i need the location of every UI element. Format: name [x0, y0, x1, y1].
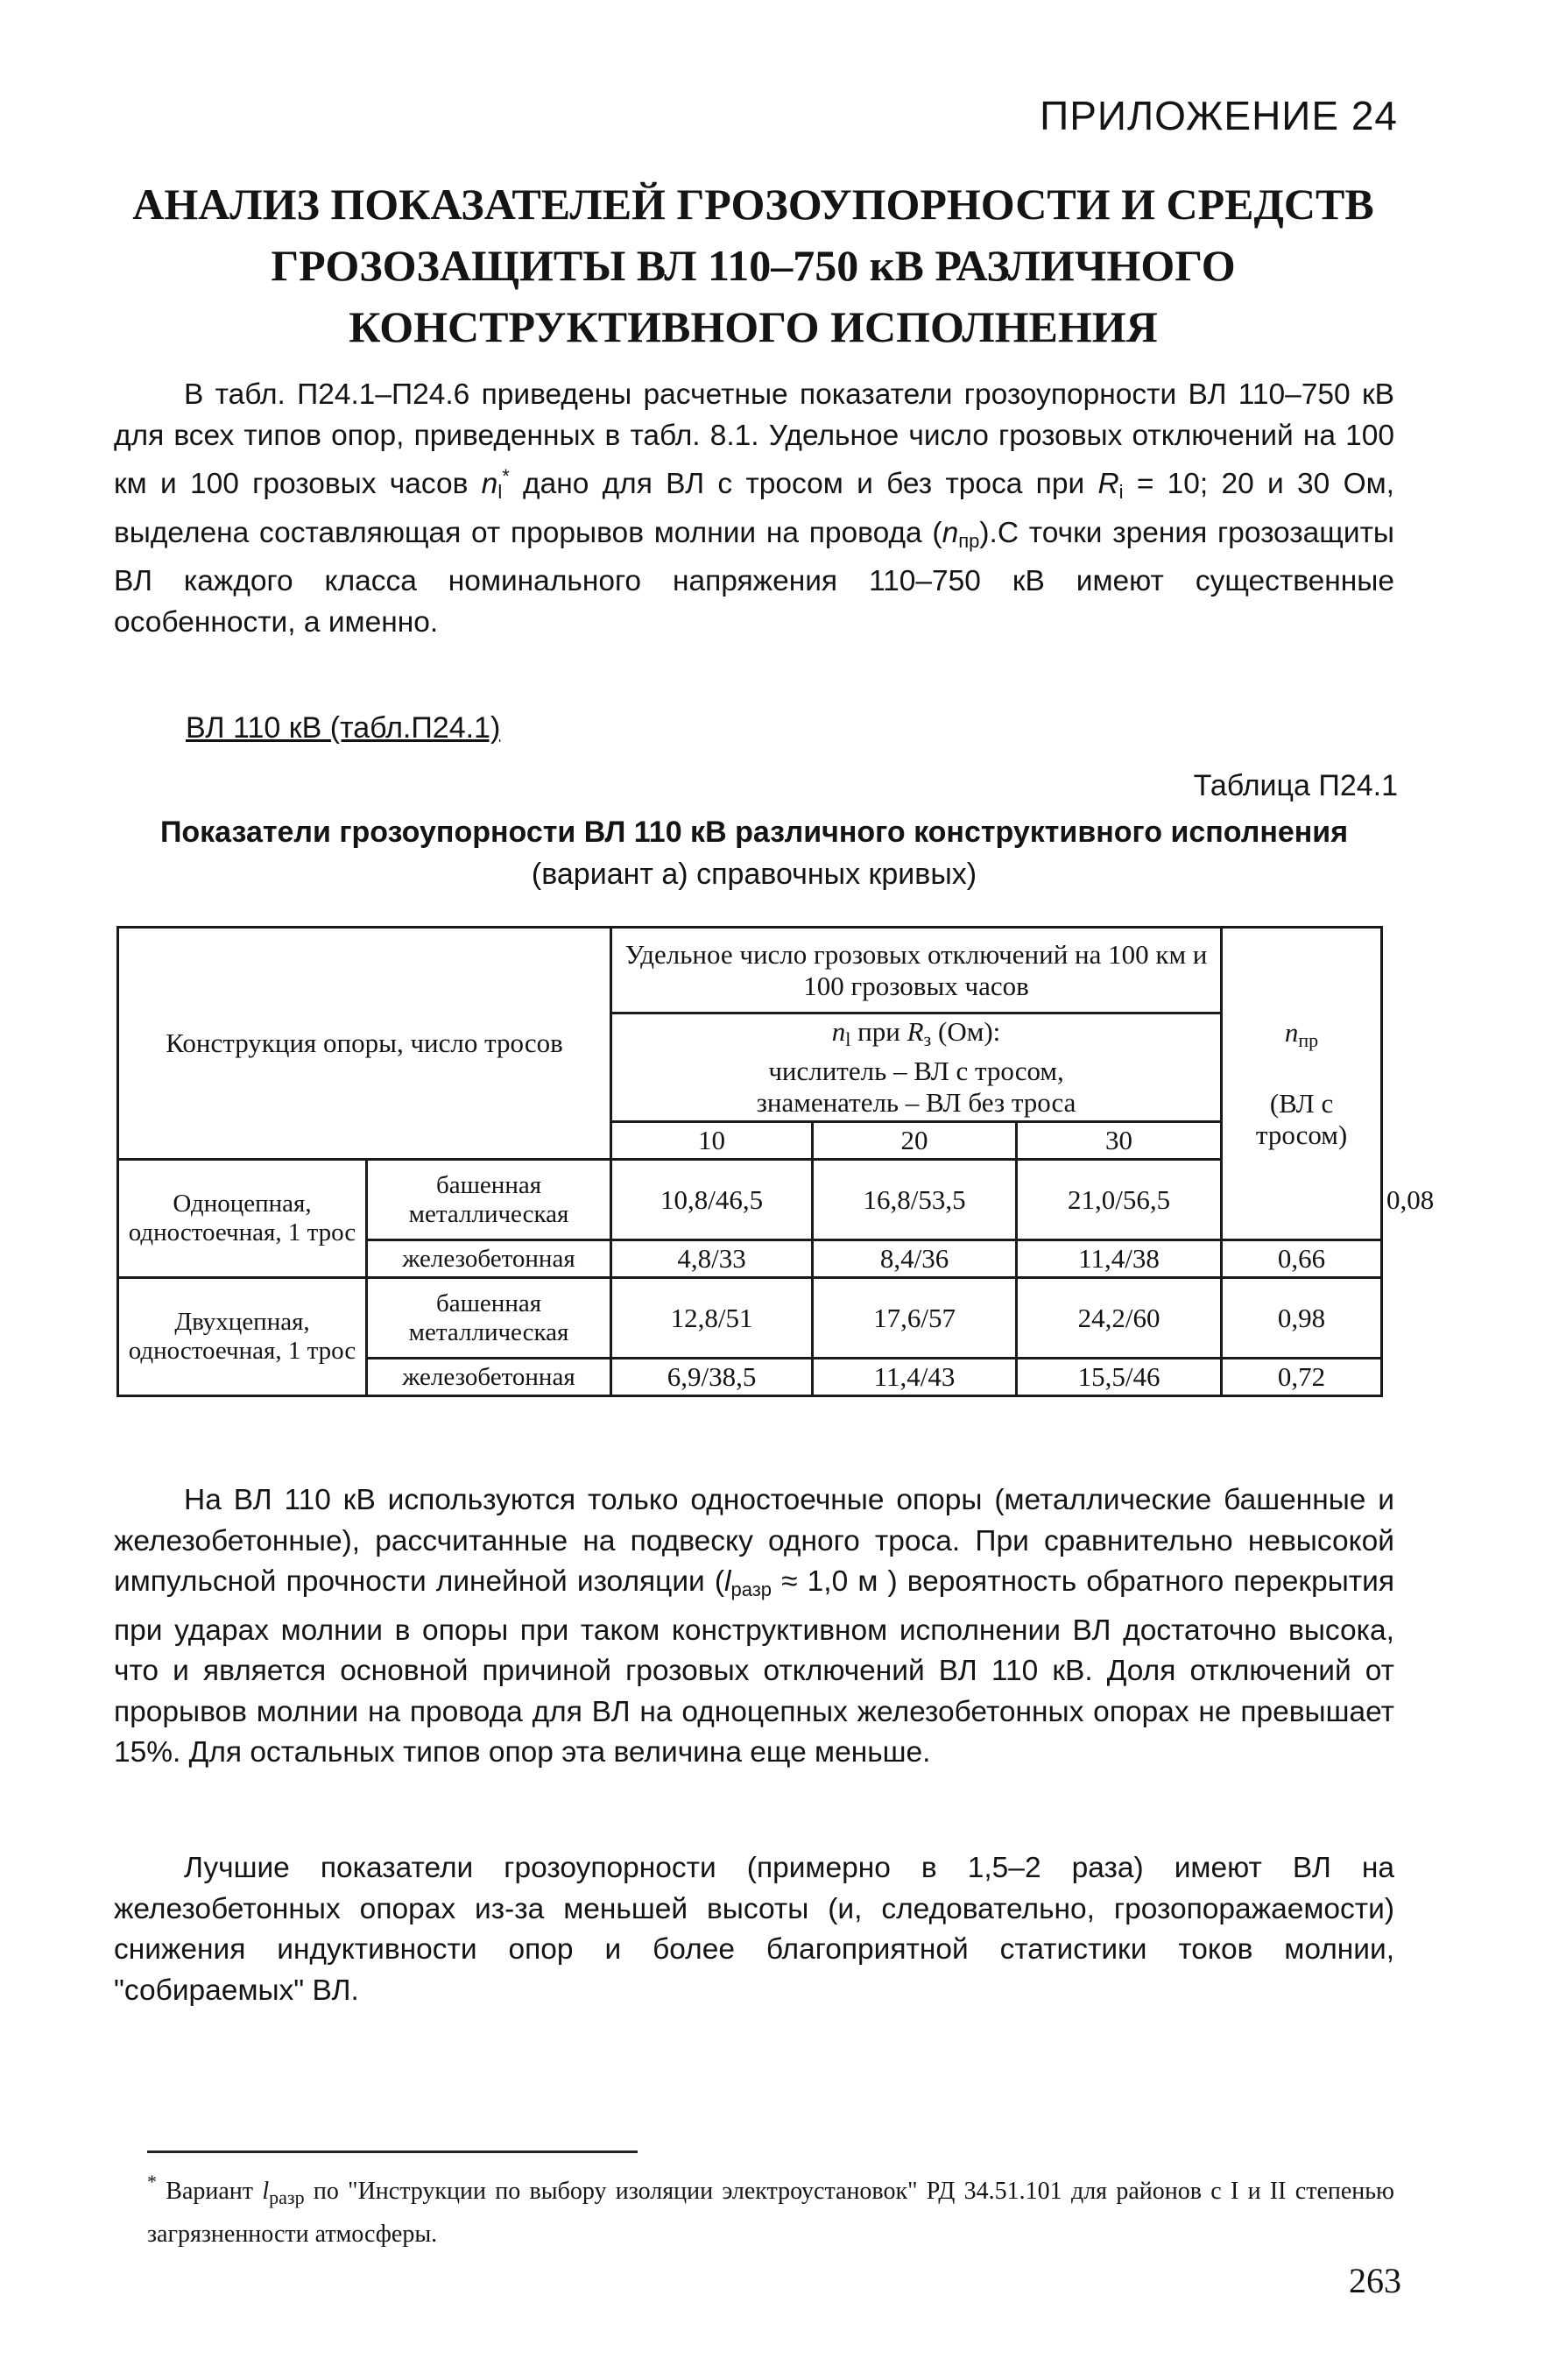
header-r-value: 30 [1017, 1122, 1222, 1160]
value-cell: 21,0/56,5 [1017, 1160, 1222, 1240]
title-line: КОНСТРУКТИВНОГО ИСПОЛНЕНИЯ [349, 302, 1158, 351]
data-table: Конструкция опоры, число тросов Удельное число грозовых отключений на 100 км и 100 грозовых часов $n_{пр}$ (ВЛ с тросом) $n_l$ при $R_з$ (Ом): числитель – ВЛ с тросом, знаменатель – ВЛ без троса 10 20 30 Одноцепная, одностоечная, 1 трос башенная металлическая 10,8/46,5 16,8/53,5 21,0/56,5 0,08 железобетонная 4,8/33 8,4/36 11,4/38 0,66 Двухцепная, одностоечная, 1 трос башенная металлическая 12,8/51 17,6/57 24,2/60 0,98 железобетонная 6,9/38,5 11,4/43 15,5/46 0,72 [116, 926, 1383, 1397]
construction-cell: Двухцепная, одностоечная, 1 трос [118, 1278, 367, 1396]
table-number: Таблица П24.1 [1193, 769, 1398, 802]
section-heading: ВЛ 110 кВ (табл.П24.1) [186, 711, 501, 745]
header-construction: Конструкция опоры, число тросов [118, 928, 611, 1160]
appendix-label: ПРИЛОЖЕНИЕ 24 [1040, 93, 1398, 138]
body-paragraph-110kv: На ВЛ 110 кВ используются только одностоечные опоры (металлические башенные и железобетонные), рассчитанные на подвеску одного троса. При сравнительно невысокой импульсной прочности линейной изоляции ($l_{разр} \approx 1,0$ м ) вероятность обратного перекрытия при ударах молнии в опоры при таком конструктивном исполнении ВЛ достаточно высока, что и является основной причиной грозовых отключений ВЛ 110 кВ. Доля отключений от прорывов молнии на провода для ВЛ на одноцепных железобетонных опорах не превышает 15%. Для остальных типов опор эта величина еще меньше. [114, 1484, 1394, 1769]
header-ni-description: $n_l$ при $R_з$ (Ом): числитель – ВЛ с тросом, знаменатель – ВЛ без троса [611, 1013, 1222, 1122]
value-cell: 4,8/33 [611, 1240, 813, 1278]
body-paragraph-concrete: Лучшие показатели грозоупорности (примерно в 1,5–2 раза) имеют ВЛ на железобетонных опорах из-за меньшей высоты (и, следовательно, грозопоражаемости) снижения индуктивности опор и более благоприятной статистики токов молнии, "собираемых" ВЛ. [114, 1852, 1394, 2007]
header-specific-outages: Удельное число грозовых отключений на 100 км и 100 грозовых часов [611, 928, 1222, 1013]
intro-paragraph: В табл. П24.1–П24.6 приведены расчетные показатели грозоупорности ВЛ 110–750 кВ для всех типов опор, приведенных в табл. 8.1. Удельное число грозовых отключений на 100 км и 100 грозовых часов $n_l^*$ дано для ВЛ с тросом и без троса при $R_i = 10$; 20 и 30 Ом, выделена составляющая от прорывов молнии на провода $(n_{пр}).С$ точки зрения грозозащиты ВЛ каждого класса номинального напряжения 110–750 кВ имеют существенные особенности, а именно. [114, 378, 1394, 639]
support-type-cell: башенная металлическая [367, 1160, 611, 1240]
title-line: АНАЛИЗ ПОКАЗАТЕЛЕЙ ГРОЗОУПОРНОСТИ И СРЕДСТВ [132, 180, 1374, 229]
table-caption-note: (вариант а) справочных кривых) [531, 858, 977, 891]
value-cell: 15,5/46 [1017, 1359, 1222, 1396]
header-r-value: 20 [813, 1122, 1017, 1160]
support-type-cell: башенная металлическая [367, 1278, 611, 1359]
value-cell: 8,4/36 [813, 1240, 1017, 1278]
value-cell: 11,4/43 [813, 1359, 1017, 1396]
header-npr: $n_{пр}$ (ВЛ с тросом) [1222, 928, 1382, 1240]
support-type-cell: железобетонная [367, 1240, 611, 1278]
footnote-divider [147, 2150, 638, 2153]
value-cell: 11,4/38 [1017, 1240, 1222, 1278]
page-title [114, 173, 1393, 357]
header-r-value: 10 [611, 1122, 813, 1160]
support-type-cell: железобетонная [367, 1359, 611, 1396]
title-line: ГРОЗОЗАЩИТЫ ВЛ 110–750 кВ РАЗЛИЧНОГО [271, 241, 1236, 290]
value-cell: 16,8/53,5 [813, 1160, 1017, 1240]
construction-cell: Одноцепная, одностоечная, 1 трос [118, 1160, 367, 1278]
value-cell: 24,2/60 [1017, 1278, 1222, 1359]
npr-cell: 0,72 [1222, 1359, 1382, 1396]
value-cell: 12,8/51 [611, 1278, 813, 1359]
table-caption [114, 811, 1394, 895]
npr-cell: 0,98 [1222, 1278, 1382, 1359]
page-number: 263 [1349, 2261, 1401, 2300]
npr-cell: 0,66 [1222, 1240, 1382, 1278]
footnote: * Вариант $l_{разр}$ по "Инструкции по выбору изоляции электроустановок" РД 34.51.101 для районов с I и II степенью загрязненности атмосферы. [147, 2171, 1394, 2248]
value-cell: 17,6/57 [813, 1278, 1017, 1359]
value-cell: 6,9/38,5 [611, 1359, 813, 1396]
table-caption-title: Показатели грозоупорности ВЛ 110 кВ различного конструктивного исполнения [159, 816, 1349, 849]
value-cell: 10,8/46,5 [611, 1160, 813, 1240]
